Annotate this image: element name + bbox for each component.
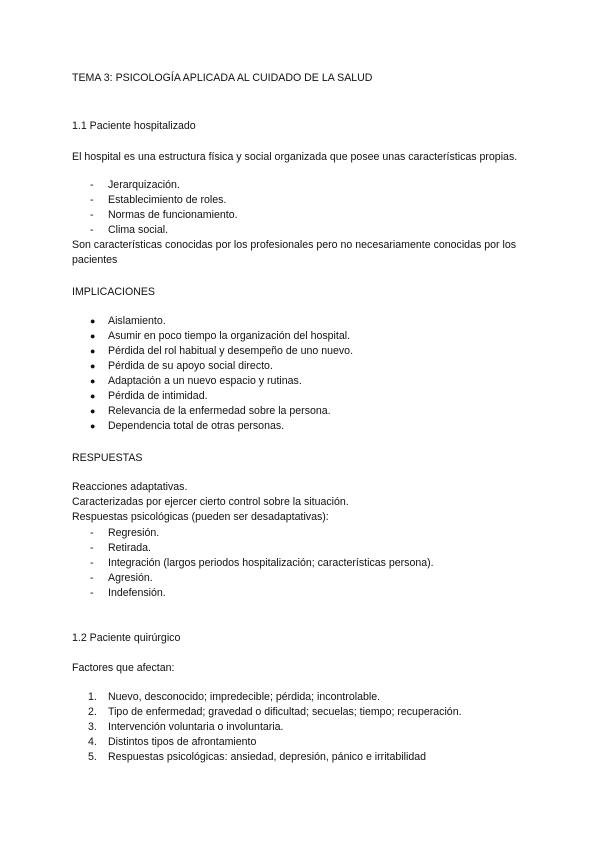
dash-marker: - [90, 572, 94, 584]
heading-respuestas: RESPUESTAS [72, 452, 143, 464]
list-item: 3. Intervención voluntaria o involuntaria. [88, 721, 284, 733]
list-item: - Normas de funcionamiento. [90, 209, 238, 221]
list-item: - Clima social. [90, 224, 169, 236]
list-item: 2. Tipo de enfermedad; gravedad o dificultad; secuelas; tiempo; recuperación. [88, 706, 462, 718]
list-item: ● Asumir en poco tiempo la organización del hospital. [90, 330, 351, 342]
dash-marker: - [90, 587, 94, 599]
list-item: - Jerarquización. [90, 179, 180, 191]
list-item: ● Pérdida de su apoyo social directo. [90, 360, 273, 372]
dash-marker: - [90, 542, 94, 554]
section-heading-quirurgico: 1.2 Paciente quirúrgico [72, 632, 181, 644]
bullet-marker: ● [90, 376, 96, 386]
list-item: 5. Respuestas psicológicas: ansiedad, depresión, pánico e irritabilidad [88, 751, 427, 763]
bullet-marker: ● [90, 391, 96, 401]
text-line: Caracterizadas por ejercer cierto control sobre la situación. [72, 496, 349, 508]
heading-implicaciones: IMPLICACIONES [72, 286, 156, 298]
number-marker: 1. [88, 691, 97, 703]
dash-marker: - [90, 194, 94, 206]
list-item: ● Pérdida de intimidad. [90, 390, 208, 402]
dash-marker: - [90, 557, 94, 569]
respuestas-paragraph [72, 480, 532, 525]
document-title: TEMA 3: PSICOLOGÍA APLICADA AL CUIDADO DE LA SALUD [72, 72, 373, 84]
implicaciones-list [72, 314, 532, 434]
number-marker: 5. [88, 751, 97, 763]
number-marker: 2. [88, 706, 97, 718]
factores-intro: Factores que afectan: [72, 662, 175, 674]
list-item: - Indefensión. [90, 587, 166, 599]
text-line: Respuestas psicológicas (pueden ser desadaptativas): [72, 511, 329, 523]
list-item: - Agresión. [90, 572, 153, 584]
bullet-marker: ● [90, 316, 96, 326]
list-item: 1. Nuevo, desconocido; impredecible; pérdida; incontrolable. [88, 691, 381, 703]
hospital-intro-paragraph: El hospital es una estructura física y social organizada que posee unas características propias. [72, 151, 518, 163]
list-item: ● Pérdida del rol habitual y desempeño de uno nuevo. [90, 345, 354, 357]
list-item: ● Relevancia de la enfermedad sobre la persona. [90, 405, 331, 417]
list-item: ● Adaptación a un nuevo espacio y rutinas. [90, 375, 302, 387]
respuestas-list [72, 526, 532, 601]
list-item: - Regresión. [90, 527, 160, 539]
list-item: ● Aislamiento. [90, 315, 166, 327]
number-marker: 3. [88, 721, 97, 733]
text-line: Reacciones adaptativas. [72, 481, 188, 493]
bullet-marker: ● [90, 406, 96, 416]
hospital-characteristics-list [72, 178, 532, 238]
section-heading-hospitalizado: 1.1 Paciente hospitalizado [72, 120, 196, 132]
bullet-marker: ● [90, 331, 96, 341]
hospital-note-paragraph: Son características conocidas por los profesionales pero no necesariamente conocidas por los pacientes [72, 239, 517, 266]
dash-marker: - [90, 209, 94, 221]
list-item: - Integración (largos periodos hospitalización; características persona). [90, 557, 434, 569]
list-item: ● Dependencia total de otras personas. [90, 420, 285, 432]
dash-marker: - [90, 179, 94, 191]
dash-marker: - [90, 527, 94, 539]
bullet-marker: ● [90, 361, 96, 371]
bullet-marker: ● [90, 421, 96, 431]
number-marker: 4. [88, 736, 97, 748]
factores-list [72, 690, 532, 765]
list-item: - Establecimiento de roles. [90, 194, 227, 206]
list-item: - Retirada. [90, 542, 151, 554]
list-item: 4. Distintos tipos de afrontamiento [88, 736, 257, 748]
bullet-marker: ● [90, 346, 96, 356]
dash-marker: - [90, 224, 94, 236]
